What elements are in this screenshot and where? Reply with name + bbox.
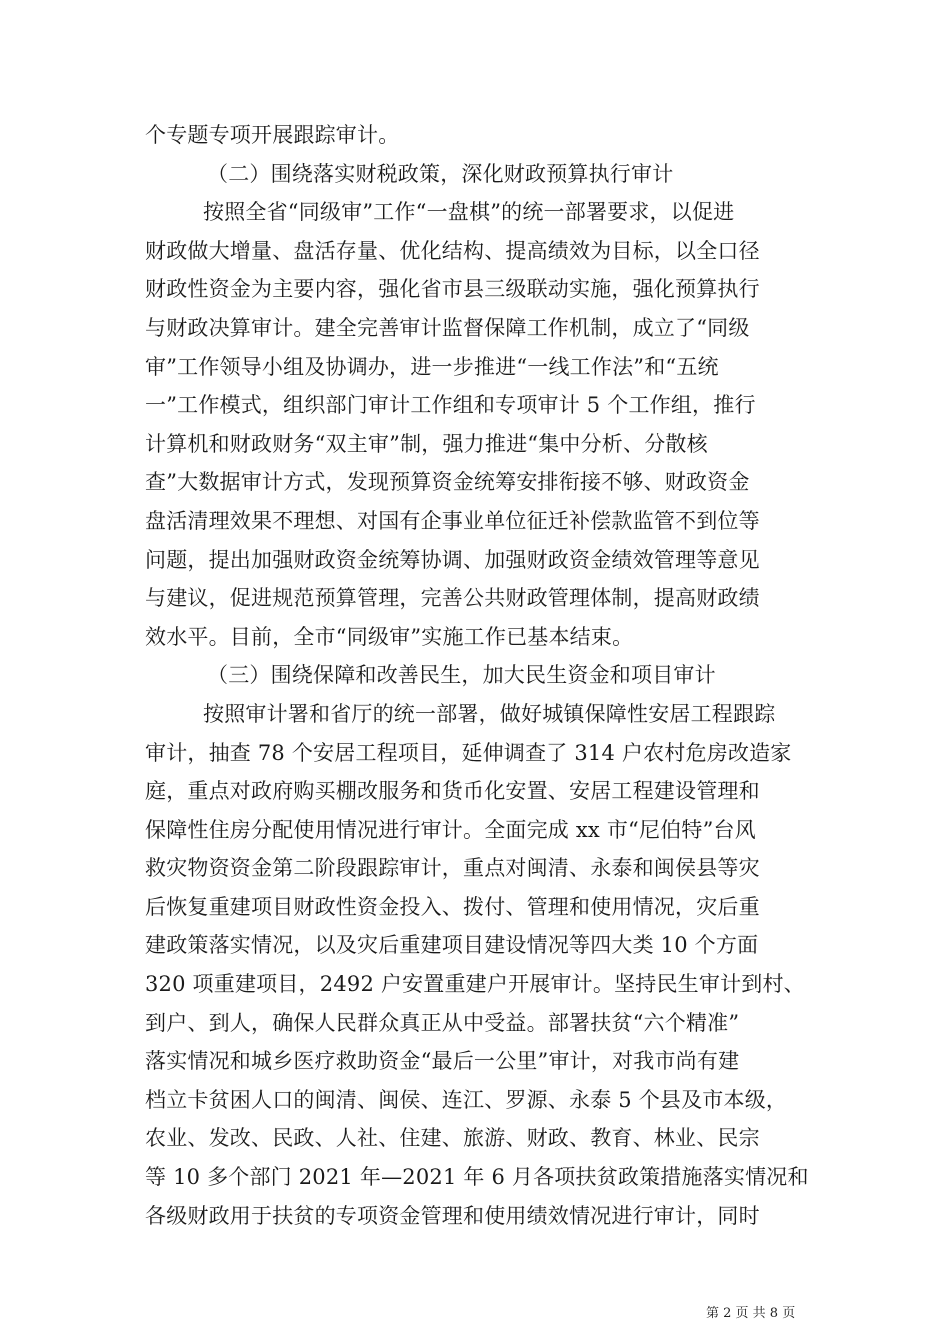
paragraph-line: 按照全省“同级审”工作“一盘棋”的统一部署要求，以促进 [203, 200, 735, 225]
document-body [145, 116, 809, 1235]
paragraph-line: 救灾物资资金第二阶段跟踪审计，重点对闽清、永泰和闽侯县等灾 [145, 856, 760, 881]
paragraph-line: 一”工作模式，组织部门审计工作组和专项审计 5 个工作组，推行 [145, 393, 756, 418]
paragraph-line: 庭，重点对政府购买棚改服务和货币化安置、安居工程建设管理和 [145, 779, 760, 804]
paragraph-line: 与建议，促进规范预算管理，完善公共财政管理体制，提高财政绩 [145, 586, 760, 611]
paragraph-line: 计算机和财政财务“双主审”制，强力推进“集中分析、分散核 [145, 431, 708, 456]
paragraph-line: 盘活清理效果不理想、对国有企事业单位征迁补偿款监管不到位等 [145, 508, 760, 533]
paragraph-line: 到户、到人，确保人民群众真正从中受益。部署扶贫“六个精准” [145, 1010, 740, 1035]
paragraph-line: 320 项重建项目，2492 户安置重建户开展审计。坚持民生审计到村、 [145, 972, 805, 997]
page-number-footer: 第 2 页 共 8 页 [706, 1306, 796, 1321]
paragraph-line: 财政做大增量、盘活存量、优化结构、提高绩效为目标，以全口径 [145, 238, 760, 263]
paragraph-line: 问题，提出加强财政资金统筹协调、加强财政资金绩效管理等意见 [145, 547, 760, 572]
paragraph-line: 档立卡贫困人口的闽清、闽侯、连江、罗源、永泰 5 个县及市本级， [145, 1087, 788, 1112]
paragraph-line: 效水平。目前，全市“同级审”实施工作已基本结束。 [145, 624, 634, 649]
paragraph-line: 落实情况和城乡医疗救助资金“最后一公里”审计，对我市尚有建 [145, 1049, 740, 1074]
paragraph-line: 各级财政用于扶贫的专项资金管理和使用绩效情况进行审计，同时 [145, 1203, 760, 1228]
paragraph-line: 建政策落实情况，以及灾后重建项目建设情况等四大类 10 个方面 [145, 933, 759, 958]
paragraph-line: 农业、发改、民政、人社、住建、旅游、财政、教育、林业、民宗 [145, 1126, 760, 1151]
paragraph-line: 财政性资金为主要内容，强化省市县三级联动实施，强化预算执行 [145, 277, 760, 302]
paragraph-line: 与财政决算审计。建全完善审计监督保障工作机制，成立了“同级 [145, 315, 750, 340]
paragraph-line: 按照审计署和省厅的统一部署，做好城镇保障性安居工程跟踪 [203, 701, 776, 726]
paragraph-line: 个专题专项开展跟踪审计。 [145, 123, 400, 147]
paragraph-line: 审”工作领导小组及协调办，进一步推进“一线工作法”和“五统 [145, 354, 719, 379]
paragraph-line: 查”大数据审计方式，发现预算资金统筹安排衔接不够、财政资金 [145, 470, 750, 495]
section-heading: （三）围绕保障和改善民生，加大民生资金和项目审计 [207, 663, 716, 688]
section-heading: （二）围绕落实财税政策，深化财政预算执行审计 [207, 161, 674, 186]
paragraph-line: 保障性住房分配使用情况进行审计。全面完成 xx 市“尼伯特”台风 [145, 817, 756, 842]
paragraph-line: 后恢复重建项目财政性资金投入、拨付、管理和使用情况，灾后重 [145, 894, 760, 919]
paragraph-line: 审计，抽查 78 个安居工程项目，延伸调查了 314 户农村危房改造家 [145, 740, 792, 765]
paragraph-line: 等 10 多个部门 2021 年—2021 年 6 月各项扶贫政策措施落实情况和 [145, 1165, 809, 1190]
